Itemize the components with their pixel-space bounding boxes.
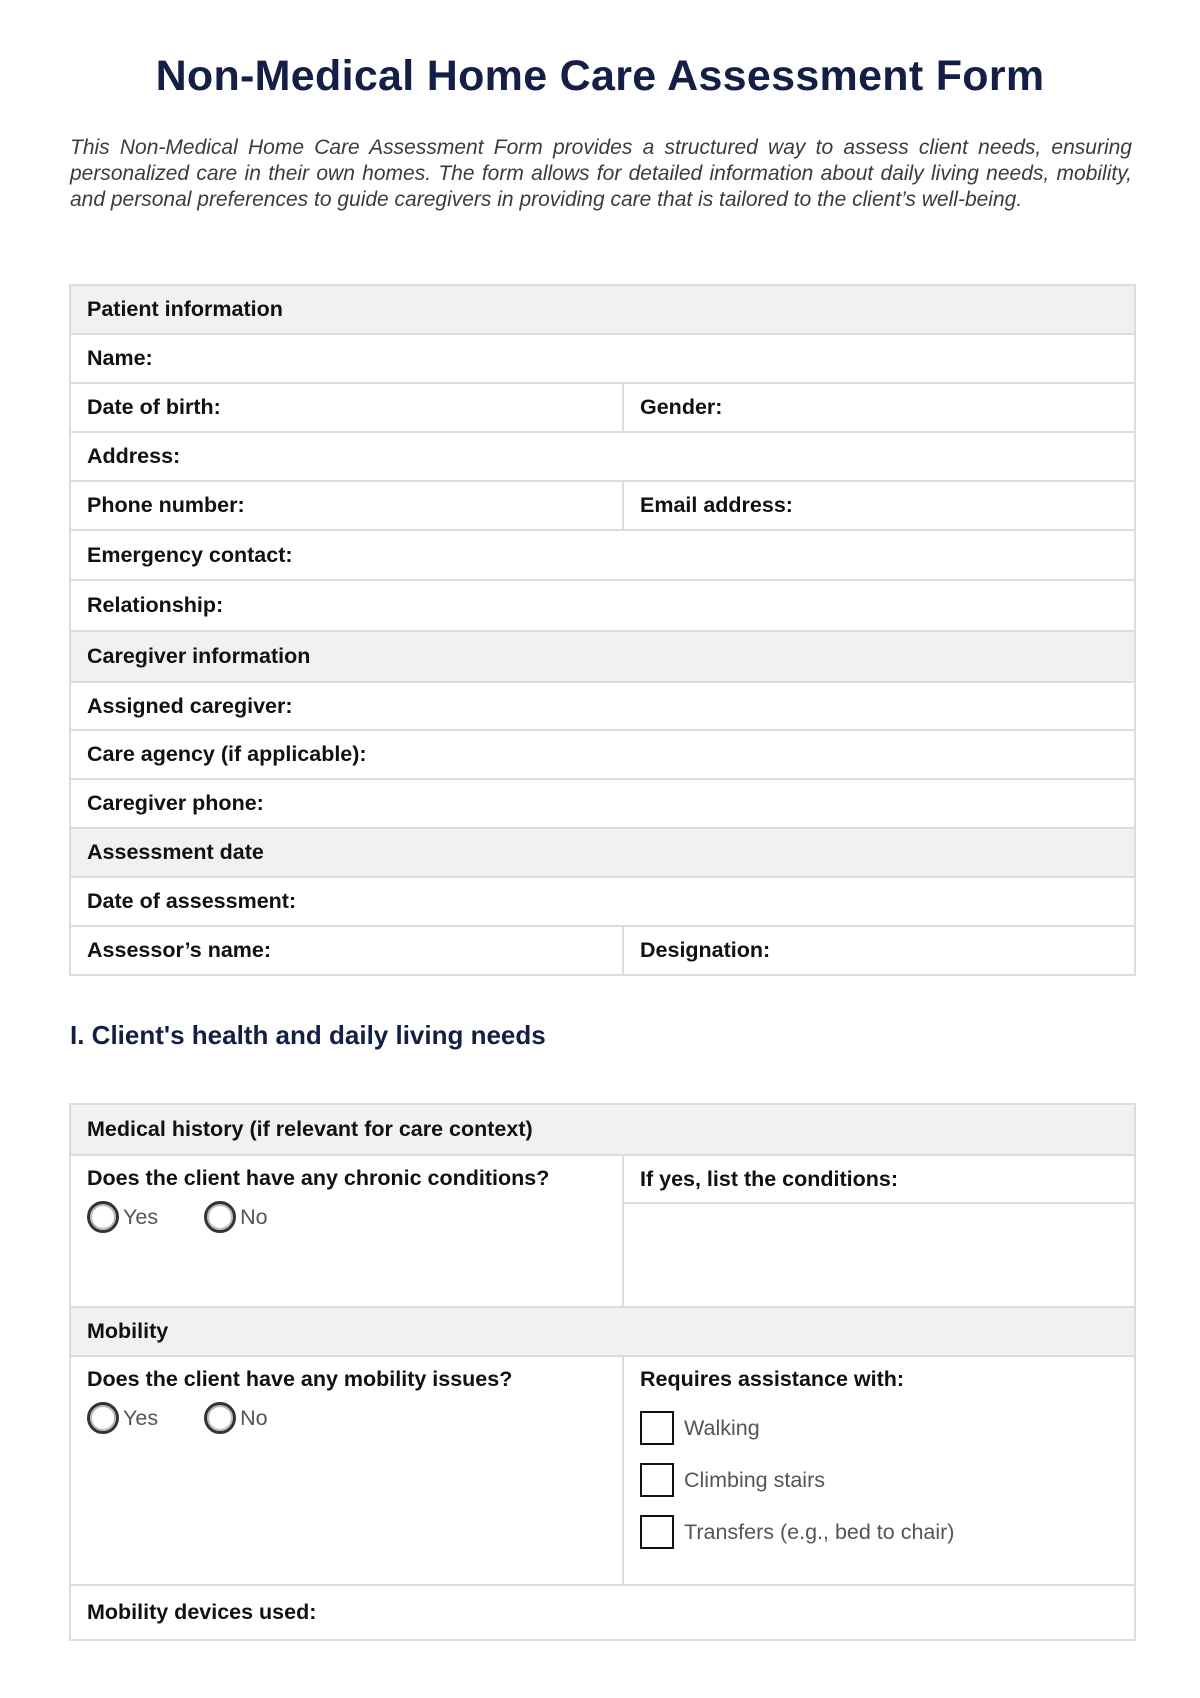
list-conditions-field[interactable] [623, 1203, 1135, 1307]
dob-field[interactable]: Date of birth: [70, 383, 623, 432]
assist-walking-option[interactable] [640, 1402, 1118, 1454]
phone-field[interactable]: Phone number: [70, 481, 623, 530]
chronic-yes-label: Yes [123, 1204, 159, 1229]
mobility-issues-options [87, 1402, 606, 1434]
assistance-cell [623, 1356, 1135, 1585]
mobility-heading: Mobility [70, 1307, 1135, 1356]
assist-transfers-option[interactable] [640, 1506, 1118, 1558]
caregiver-info-heading: Caregiver information [70, 631, 1135, 682]
intro-paragraph: This Non-Medical Home Care Assessment Form provides a structured way to assess client needs, ensuring personalized care in their own homes. The form allows for detailed information about daily living needs, mobility, and personal preferences to guide caregivers in providing care that is tailored to the client’s well-being. [70, 136, 1132, 211]
medical-history-heading: Medical history (if relevant for care context) [70, 1104, 1135, 1155]
assistance-heading: Requires assistance with: [640, 1367, 905, 1391]
caregiver-phone-field[interactable]: Caregiver phone: [70, 779, 1135, 828]
assistance-checklist [640, 1402, 1118, 1558]
address-field[interactable]: Address: [70, 432, 1135, 481]
checkbox-icon[interactable] [640, 1515, 674, 1549]
assessor-name-field[interactable]: Assessor’s name: [70, 926, 623, 975]
gender-field[interactable]: Gender: [623, 383, 1135, 432]
mobility-no-option[interactable] [204, 1402, 267, 1434]
relationship-field[interactable]: Relationship: [70, 580, 1135, 631]
designation-field[interactable]: Designation: [623, 926, 1135, 975]
checkbox-icon[interactable] [640, 1411, 674, 1445]
assist-stairs-label: Climbing stairs [684, 1467, 825, 1492]
checkbox-icon[interactable] [640, 1463, 674, 1497]
chronic-no-label: No [240, 1204, 268, 1229]
radio-button-icon[interactable] [87, 1201, 119, 1233]
document-title: Non-Medical Home Care Assessment Form [155, 52, 1045, 100]
radio-button-icon[interactable] [204, 1201, 236, 1233]
email-field[interactable]: Email address: [623, 481, 1135, 530]
patient-caregiver-table [69, 284, 1136, 976]
section-1-title: I. Client's health and daily living needs [70, 1020, 546, 1050]
mobility-devices-field[interactable]: Mobility devices used: [70, 1585, 1135, 1640]
mobility-issues-cell [70, 1356, 623, 1585]
date-of-assessment-field[interactable]: Date of assessment: [70, 877, 1135, 926]
chronic-conditions-question: Does the client have any chronic conditions? [87, 1166, 550, 1190]
chronic-conditions-options [87, 1201, 606, 1233]
name-field[interactable]: Name: [70, 334, 1135, 383]
care-agency-field[interactable]: Care agency (if applicable): [70, 730, 1135, 779]
radio-button-icon[interactable] [87, 1402, 119, 1434]
assist-transfers-label: Transfers (e.g., bed to chair) [684, 1519, 955, 1544]
chronic-conditions-cell [70, 1155, 623, 1307]
chronic-no-option[interactable] [204, 1201, 267, 1233]
patient-info-heading: Patient information [70, 285, 1135, 334]
mobility-issues-question: Does the client have any mobility issues? [87, 1367, 513, 1391]
assigned-caregiver-field[interactable]: Assigned caregiver: [70, 682, 1135, 730]
assessment-date-heading: Assessment date [70, 828, 1135, 877]
radio-button-icon[interactable] [204, 1402, 236, 1434]
mobility-yes-label: Yes [123, 1405, 159, 1430]
chronic-yes-option[interactable] [87, 1201, 158, 1233]
mobility-yes-option[interactable] [87, 1402, 158, 1434]
health-needs-table [69, 1103, 1136, 1641]
list-conditions-label: If yes, list the conditions: [623, 1155, 1135, 1203]
assist-walking-label: Walking [684, 1415, 760, 1440]
emergency-contact-field[interactable]: Emergency contact: [70, 530, 1135, 580]
assist-stairs-option[interactable] [640, 1454, 1118, 1506]
mobility-no-label: No [240, 1405, 268, 1430]
